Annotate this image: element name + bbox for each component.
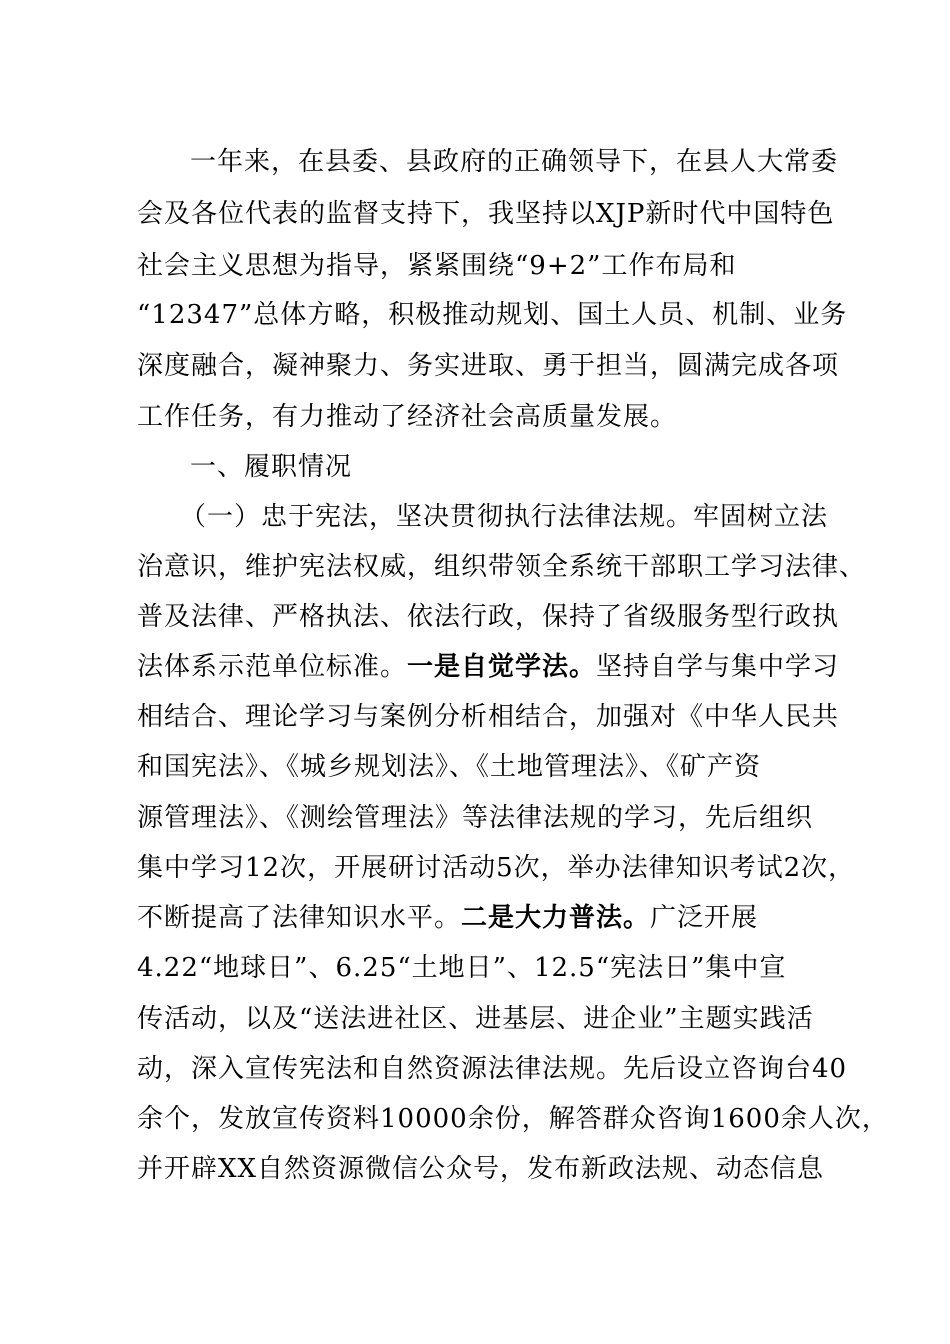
paragraph-line: 并开辟XX自然资源微信公众号，发布新政法规、动态信息 (137, 1154, 825, 1184)
line-text: 法体系示范单位标准。 (137, 652, 408, 682)
section-heading: 一、履职情况 (190, 452, 353, 482)
paragraph-line-mixed (137, 650, 839, 684)
subsection-line: （一）忠于宪法，坚决贯彻执行法律法规。牢固树立法 (180, 502, 829, 532)
bold-keyphrase: 二是大力普法。 (461, 903, 651, 933)
paragraph-line: 传活动，以及“送法进社区、进基层、进企业”主题实践活 (137, 1004, 814, 1034)
paragraph-line: 相结合、理论学习与案例分析相结合，加强对《中华人民共 (137, 702, 840, 732)
paragraph-line: 社会主义思想为指导，紧紧围绕“9+2”工作布局和 (137, 251, 737, 281)
paragraph-line: 余个，发放宣传资料10000余份，解答群众咨询1600余人次， (137, 1104, 889, 1134)
paragraph-line: 一年来，在县委、县政府的正确领导下，在县人大常委 (190, 147, 839, 177)
paragraph-line: 4.22“地球日”、6.25“土地日”、12.5“宪法日”集中宣 (137, 953, 787, 983)
paragraph-line: 动，深入宣传宪法和自然资源法律法规。先后设立咨询台40 (137, 1054, 848, 1084)
paragraph-line-mixed (137, 901, 758, 935)
line-text: 广泛开展 (650, 903, 759, 933)
paragraph-line: “12347”总体方略，积极推动规划、国土人员、机制、业务 (137, 300, 848, 330)
line-text: 不断提高了法律知识水平。 (137, 903, 462, 933)
paragraph-line: 会及各位代表的监督支持下，我坚持以XJP新时代中国特色 (137, 199, 835, 229)
paragraph-line: 工作任务，有力推动了经济社会高质量发展。 (137, 402, 678, 432)
paragraph-line: 和国宪法》、《城乡规划法》、《土地管理法》、《矿产资 (137, 752, 762, 782)
paragraph-line: 源管理法》、《测绘管理法》等法律法规的学习，先后组织 (137, 803, 814, 833)
paragraph-line: 集中学习12次，开展研讨活动5次，举办法律知识考试2次， (137, 853, 856, 883)
paragraph-line: 治意识，维护宪法权威，组织带领全系统干部职工学习法律、 (137, 552, 867, 582)
bold-keyphrase: 一是自觉学法。 (407, 652, 597, 682)
paragraph-line: 普及法律、严格执法、依法行政，保持了省级服务型行政执 (137, 602, 840, 632)
line-text: 坚持自学与集中学习 (596, 652, 840, 682)
paragraph-line: 深度融合，凝神聚力、务实进取、勇于担当，圆满完成各项 (137, 351, 840, 381)
